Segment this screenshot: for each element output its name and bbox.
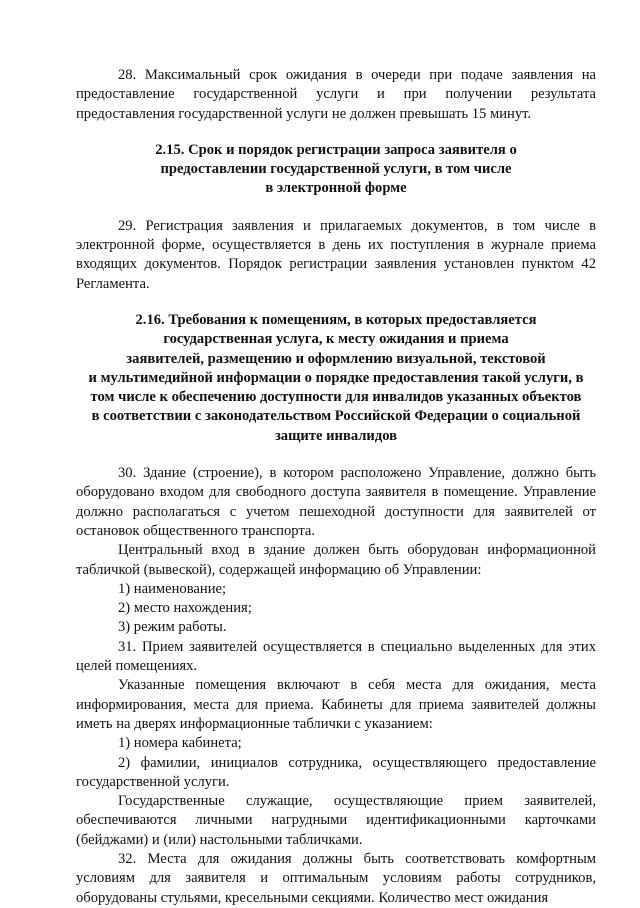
paragraph-31: 31. Прием заявителей осуществляется в специально выделенных для этих целей помещениях. bbox=[76, 638, 596, 675]
heading-line: 2.16. Требования к помещениям, в которых предоставляется bbox=[135, 311, 537, 328]
section-heading-2-16 bbox=[76, 311, 596, 446]
spacer bbox=[76, 294, 596, 311]
spacer bbox=[76, 124, 596, 141]
heading-line: в электронной форме bbox=[265, 180, 407, 197]
heading-line: в соответствии с законодательством Российской Федерации о социальной bbox=[91, 408, 581, 425]
list-item: 3) режим работы. bbox=[118, 619, 227, 636]
paragraph-29: 29. Регистрация заявления и прилагаемых документов, в том числе в электронной форме, осуществляется в день их поступления в журнале приема входящих документов. Порядок регистрации заявления установлен пунктом 42 Регламента. bbox=[76, 217, 596, 292]
spacer bbox=[76, 446, 596, 464]
paragraph-32: 32. Места для ожидания должны быть соответствовать комфортным условиям для заявителя и оптимальным условиям работы сотрудников, оборудованы стульями, кресельными секциями. Количество мест ожидания bbox=[76, 850, 596, 906]
list-item: 2) место нахождения; bbox=[118, 600, 252, 617]
heading-line: государственная услуга, к месту ожидания и приема bbox=[163, 331, 509, 348]
heading-line: заявителей, размещению и оформлению визуальной, текстовой bbox=[126, 350, 546, 367]
heading-line: защите инвалидов bbox=[274, 427, 398, 444]
paragraph-rooms: Указанные помещения включают в себя места для ожидания, места информирования, места для приема. Кабинеты для приема заявителей должны иметь на дверях информационные таблички с указанием: bbox=[76, 677, 596, 732]
heading-line: том числе к обеспечению доступности для инвалидов указанных объектов bbox=[90, 389, 582, 406]
list-item: 1) наименование; bbox=[118, 580, 227, 597]
list-item: 2) фамилии, инициалов сотрудника, осуществляющего предоставление государственной услуги. bbox=[76, 754, 596, 790]
section-heading-2-15 bbox=[76, 141, 596, 199]
paragraph-entrance-sign: Центральный вход в здание должен быть оборудован информационной табличкой (вывеской), содержащей информацию об Управлении: bbox=[76, 542, 596, 578]
paragraph-28: 28. Максимальный срок ожидания в очереди при подаче заявления на предоставление государственной услуги и при получении результата предоставления государственной услуги не должен превышать 15 минут. bbox=[76, 67, 596, 122]
paragraph-30: 30. Здание (строение), в котором расположено Управление, должно быть оборудовано входом для свободного доступа заявителя в помещение. Управление должно располагаться с учетом пешеходной доступности для заявителей от остановок общественного транспорта. bbox=[76, 465, 596, 539]
heading-line: и мультимедийной информации о порядке предоставления такой услуги, в bbox=[88, 369, 584, 386]
paragraph-staff-badges: Государственные служащие, осуществляющие прием заявителей, обеспечиваются личными нагрудными идентификационными карточками (бейджами) и (или) настольными табличками. bbox=[76, 793, 596, 848]
heading-line: 2.15. Срок и порядок регистрации запроса заявителя о bbox=[155, 141, 517, 158]
spacer bbox=[76, 199, 596, 217]
heading-line: предоставлении государственной услуги, в том числе bbox=[160, 161, 512, 178]
list-item: 1) номера кабинета; bbox=[118, 735, 242, 752]
